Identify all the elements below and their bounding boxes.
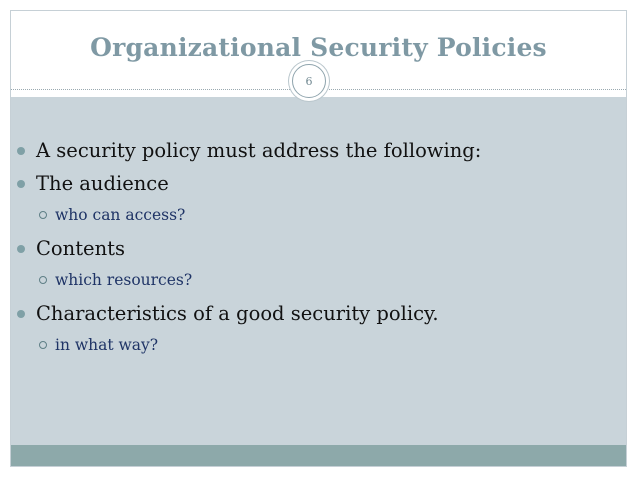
bullet-item [0, 236, 638, 269]
bullet-item [0, 171, 638, 204]
bullet-item [0, 301, 638, 334]
bullet-text: The audience [36, 172, 169, 195]
sub-bullet-ring-icon [39, 341, 47, 349]
bullet-text: A security policy must address the following: [36, 139, 482, 162]
bullet-text: Contents [36, 237, 125, 260]
page-number: 6 [305, 74, 313, 88]
footer-band [11, 445, 626, 467]
bullet-dot-icon [17, 180, 25, 188]
sub-bullet-text: who can access? [55, 206, 186, 224]
sub-bullet-item [0, 334, 638, 366]
page-number-badge [292, 64, 326, 98]
bullet-text: Characteristics of a good security policy. [36, 302, 439, 325]
sub-bullet-ring-icon [39, 276, 47, 284]
sub-bullet-ring-icon [39, 211, 47, 219]
bullet-list [0, 138, 638, 366]
sub-bullet-text: which resources? [55, 271, 193, 289]
bullet-dot-icon [17, 147, 25, 155]
sub-bullet-item [0, 204, 638, 236]
bullet-item [0, 138, 638, 171]
slide-title: Organizational Security Policies [90, 33, 547, 62]
sub-bullet-text: in what way? [55, 336, 159, 354]
bullet-dot-icon [17, 310, 25, 318]
bullet-dot-icon [17, 245, 25, 253]
sub-bullet-item [0, 269, 638, 301]
